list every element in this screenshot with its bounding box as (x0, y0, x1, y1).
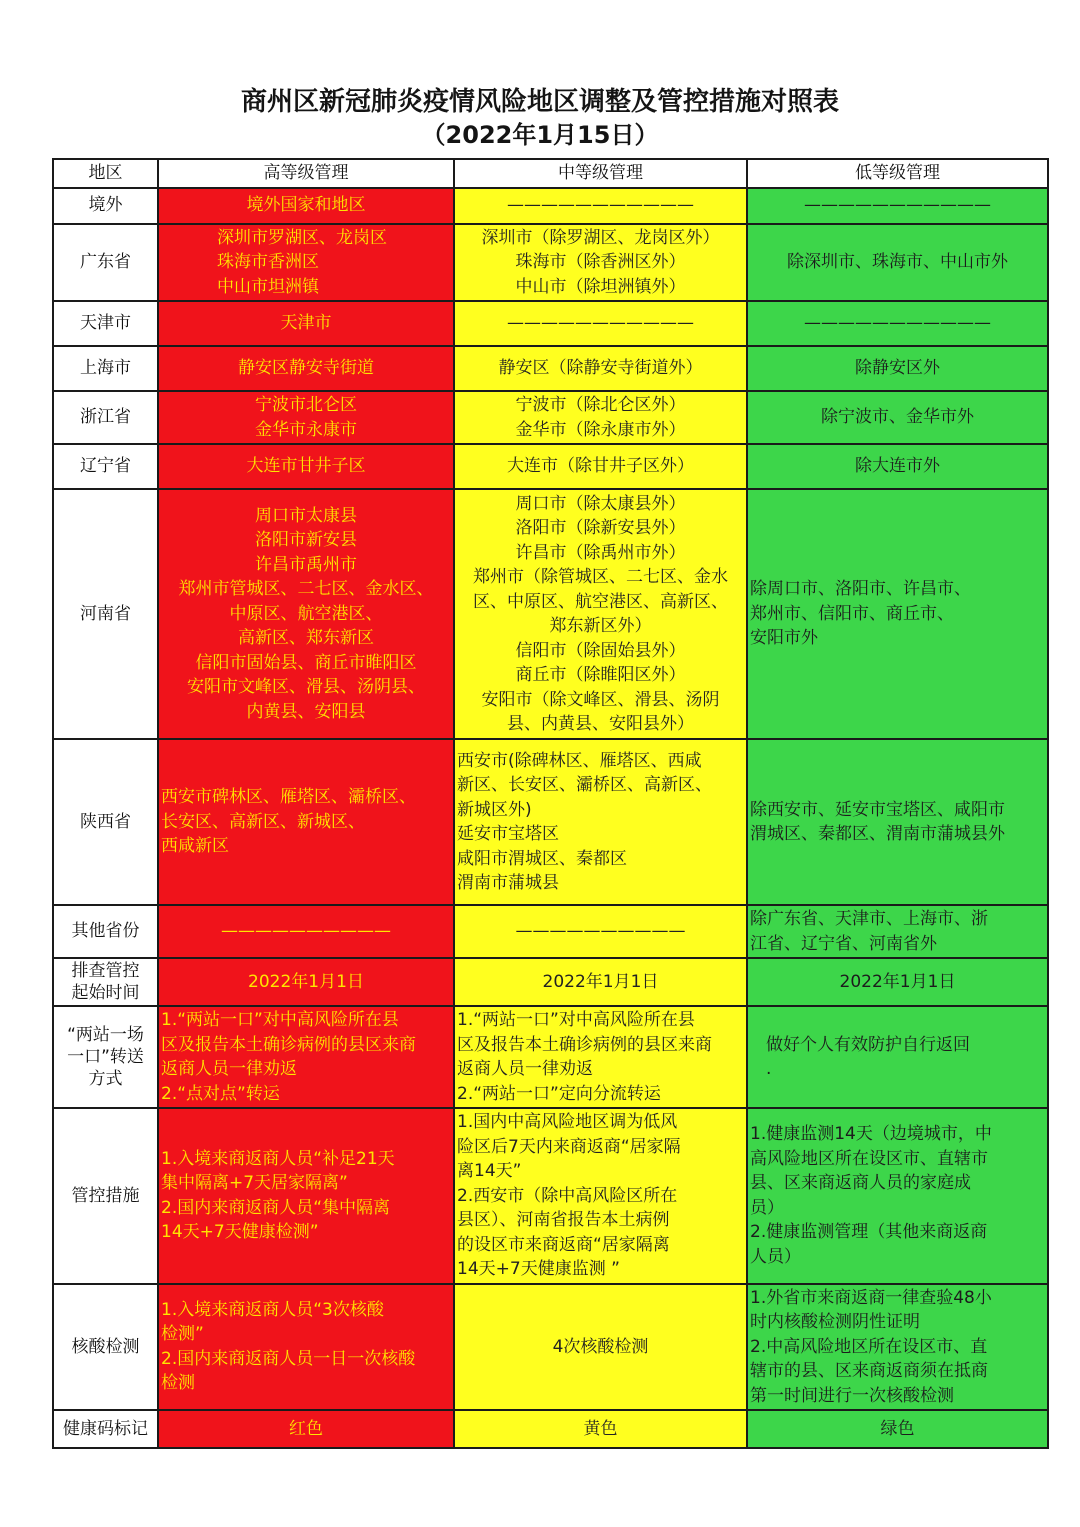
low-level-cell (747, 444, 1048, 489)
cell-line: 区、中原区、航空港区、高新区、 (473, 591, 728, 612)
cell-line: 江省、辽宁省、河南省外 (750, 933, 937, 954)
low-level-cell: 2022年1月1日 (747, 958, 1048, 1006)
cell-line: 金华市（除永康市外） (515, 419, 686, 440)
cell-line: 西安市(除碑林区、雁塔区、西咸 (457, 750, 702, 771)
mid-level-cell (454, 224, 747, 302)
cell-line: 洛阳市（除新安县外） (515, 518, 686, 538)
region-label: 辽宁省 (53, 444, 158, 489)
cell-line: 周口市（除太康县外） (515, 493, 686, 514)
cell-line: 延安市宝塔区 (457, 824, 559, 844)
cell-line: 做好个人有效防护自行返回 (766, 1034, 970, 1055)
cell-line: 宁波市北仑区 (255, 395, 357, 415)
cell-line: 除大连市外 (855, 456, 940, 477)
label-line: “两站一场 (67, 1025, 144, 1045)
test-row (53, 1284, 1048, 1411)
start-time-row (53, 958, 1048, 1006)
cell-line: 大连市（除甘井子区外） (507, 456, 694, 477)
high-level-cell (158, 444, 454, 489)
high-level-cell (158, 1108, 454, 1284)
cell-line: 离14天” (457, 1161, 522, 1181)
mid-level-cell (454, 739, 747, 905)
cell-line: 长安区、高新区、新城区、 (161, 811, 365, 832)
mid-level-cell (454, 391, 747, 444)
high-level-cell (158, 1284, 454, 1411)
header-row (53, 159, 1048, 188)
header-region: 地区 (53, 159, 158, 188)
cell-line: 员） (750, 1197, 784, 1218)
cell-line: 郑州市（除管城区、二七区、金水 (473, 567, 728, 587)
region-row (53, 224, 1048, 302)
high-level-cell (158, 301, 454, 346)
low-level-cell (747, 1006, 1048, 1108)
cell-line: 西咸新区 (161, 836, 229, 857)
cell-line: 天津市 (280, 313, 332, 334)
cell-line: 除西安市、延安市宝塔区、咸阳市 (750, 799, 1005, 820)
low-level-cell (747, 905, 1048, 958)
cell-line: 安阳市外 (750, 628, 818, 649)
row-label (53, 958, 158, 1006)
label-line: 排查管控 (71, 961, 140, 981)
mid-level-cell: 2022年1月1日 (454, 958, 747, 1006)
cell-line: 深圳市罗湖区、龙岗区 (217, 227, 387, 248)
cell-line: 信阳市（除固始县外） (515, 640, 686, 661)
cell-line: ——————————— (804, 195, 991, 216)
high-level-cell (158, 391, 454, 444)
cell-line: ——————————— (507, 195, 694, 216)
region-label: 陕西省 (53, 739, 158, 905)
cell-line: ——————————— (507, 313, 694, 334)
row-label (53, 1006, 158, 1108)
cell-line: 郑州市管城区、二七区、金水区、 (178, 579, 434, 600)
cell-line: 2.“两站一口”定向分流转运 (457, 1083, 661, 1104)
cell-line: 许昌市（除禹州市外） (515, 542, 686, 563)
cell-line: 内黄县、安阳县 (246, 701, 366, 722)
cell-line: 第一时间进行一次核酸检测 (750, 1385, 954, 1406)
cell-line: 2.健康监测管理（其他来商返商 (750, 1222, 988, 1243)
region-row (53, 905, 1048, 958)
cell-line: 除周口市、洛阳市、许昌市、 (750, 579, 971, 600)
high-level-cell: 2022年1月1日 (158, 958, 454, 1006)
transfer-row (53, 1006, 1048, 1108)
cell-line: 除深圳市、珠海市、中山市外 (787, 252, 1008, 272)
cell-line: 许昌市禹州市 (255, 554, 357, 575)
cell-line: 咸阳市渭城区、秦都区 (457, 848, 627, 869)
cell-line: 金华市永康市 (255, 419, 357, 440)
risk-comparison-table (52, 158, 1049, 1449)
cell-line: 集中隔离+7天居家隔离” (161, 1173, 348, 1194)
low-level-cell (747, 1108, 1048, 1284)
low-level-cell (747, 739, 1048, 905)
cell-line: 县、内黄县、安阳县外） (507, 714, 694, 734)
mid-level-cell (454, 346, 747, 391)
cell-line: 珠海市香洲区 (217, 252, 319, 272)
region-row (53, 391, 1048, 444)
cell-line: 险区后7天内来商返商“居家隔 (457, 1136, 681, 1157)
cell-line: 中山市（除坦洲镇外） (515, 276, 686, 297)
header-low: 低等级管理 (747, 159, 1048, 188)
cell-line: 大连市甘井子区 (246, 456, 366, 477)
cell-line: 中原区、航空港区、 (229, 603, 383, 624)
mid-level-cell (454, 1006, 747, 1108)
mid-level-cell (454, 301, 747, 346)
cell-line: 静安区（除静安寺街道外） (498, 358, 703, 379)
cell-line: 珠海市（除香洲区外） (515, 252, 686, 272)
cell-line: 安阳市文峰区、滑县、汤阴县、 (187, 677, 425, 698)
row-label: 管控措施 (53, 1108, 158, 1284)
region-row (53, 739, 1048, 905)
high-level-cell (158, 739, 454, 905)
cell-line: 信阳市固始县、商丘市睢阳区 (195, 652, 417, 673)
cell-line: 除宁波市、金华市外 (821, 407, 974, 428)
region-row (53, 188, 1048, 224)
cell-line: 辖市的县、区来商返商须在抵商 (750, 1361, 988, 1381)
low-level-cell: 绿色 (747, 1410, 1048, 1448)
cell-line: 1.“两站一口”对中高风险所在县 (161, 1010, 399, 1030)
cell-line: 1.入境来商返商人员“补足21天 (161, 1148, 395, 1169)
header-high: 高等级管理 (158, 159, 454, 188)
cell-line: 渭南市蒲城县 (457, 873, 559, 893)
cell-line: 2.西安市（除中高风险区所在 (457, 1185, 678, 1206)
cell-line: 区及报告本土确诊病例的县区来商 (161, 1034, 416, 1055)
region-label: 境外 (53, 188, 158, 224)
cell-line: 14天+7天健康监测 ” (457, 1259, 620, 1279)
region-row (53, 444, 1048, 489)
high-level-cell (158, 224, 454, 302)
cell-line: 郑州市、信阳市、商丘市、 (750, 603, 954, 624)
cell-line: 除广东省、天津市、上海市、浙 (750, 909, 988, 929)
cell-line: 县、区来商返商人员的家庭成 (750, 1173, 971, 1194)
cell-line: 返商人员一律劝返 (161, 1059, 297, 1079)
cell-line: 中山市坦洲镇 (217, 276, 319, 297)
region-row (53, 346, 1048, 391)
cell-line: 14天+7天健康检测” (161, 1222, 319, 1243)
region-row (53, 301, 1048, 346)
cell-line: 4次核酸检测 (552, 1336, 649, 1357)
mid-level-cell (454, 905, 747, 958)
cell-line: —————————— (515, 921, 686, 942)
cell-line: 时内核酸检测阴性证明 (750, 1312, 920, 1332)
low-level-cell (747, 346, 1048, 391)
mid-level-cell (454, 188, 747, 224)
label-line: 方式 (88, 1069, 123, 1089)
cell-line: 静安区静安寺街道 (238, 358, 374, 379)
cell-line: 西安市碑林区、雁塔区、灞桥区、 (161, 787, 416, 808)
header-mid: 中等级管理 (454, 159, 747, 188)
mid-level-cell (454, 1108, 747, 1284)
mid-level-cell (454, 1284, 747, 1411)
document-title: 商州区新冠肺炎疫情风险地区调整及管控措施对照表 (240, 87, 839, 117)
high-level-cell (158, 1006, 454, 1108)
cell-line: 1.“两站一口”对中高风险所在县 (457, 1010, 695, 1030)
cell-line: 区及报告本土确诊病例的县区来商 (457, 1034, 712, 1055)
cell-line: 周口市太康县 (255, 505, 357, 526)
cell-line: . (766, 1059, 772, 1079)
region-label: 天津市 (53, 301, 158, 346)
cell-line: 返商人员一律劝返 (457, 1059, 593, 1079)
cell-line: 2.“点对点”转运 (161, 1083, 280, 1104)
region-label: 浙江省 (53, 391, 158, 444)
control-row (53, 1108, 1048, 1284)
cell-line: 渭城区、秦都区、渭南市蒲城县外 (750, 824, 1005, 844)
cell-line: 2.国内来商返商人员“集中隔离 (161, 1197, 391, 1218)
cell-line: 商丘市（除睢阳区外） (515, 665, 686, 685)
cell-line: 的设区市来商返商“居家隔离 (457, 1234, 670, 1255)
cell-line: 郑东新区外） (549, 616, 652, 636)
cell-line: 县区）、河南省报告本土病例 (457, 1210, 670, 1230)
row-label: 健康码标记 (53, 1410, 158, 1448)
cell-line: 深圳市（除罗湖区、龙岗区外） (481, 227, 720, 248)
cell-line: 1.外省市来商返商一律查验48小 (750, 1287, 992, 1308)
low-level-cell (747, 301, 1048, 346)
document-date: （2022年1月15日） (421, 121, 659, 149)
mid-level-cell: 黄色 (454, 1410, 747, 1448)
cell-line: 高新区、郑东新区 (238, 628, 374, 649)
high-level-cell (158, 346, 454, 391)
cell-line: 检测” (161, 1324, 204, 1345)
high-level-cell (158, 188, 454, 224)
mid-level-cell (454, 444, 747, 489)
mid-level-cell (454, 489, 747, 739)
cell-line: 洛阳市新安县 (255, 530, 357, 551)
cell-line: 境外国家和地区 (246, 195, 366, 216)
region-label: 广东省 (53, 224, 158, 302)
cell-line: 1.入境来商返商人员“3次核酸 (161, 1299, 384, 1320)
cell-line: 2.国内来商返商人员一日一次核酸 (161, 1348, 416, 1369)
high-level-cell (158, 905, 454, 958)
cell-line: 人员） (750, 1246, 801, 1267)
cell-line: 安阳市（除文峰区、滑县、汤阴 (481, 689, 720, 710)
cell-line: —————————— (221, 921, 391, 942)
cell-line: ——————————— (804, 313, 991, 334)
low-level-cell (747, 391, 1048, 444)
low-level-cell (747, 1284, 1048, 1411)
row-label: 核酸检测 (53, 1284, 158, 1411)
low-level-cell (747, 224, 1048, 302)
cell-line: 1.健康监测14天（边境城市，中 (750, 1124, 992, 1145)
region-label: 上海市 (53, 346, 158, 391)
low-level-cell (747, 188, 1048, 224)
high-level-cell (158, 489, 454, 739)
cell-line: 检测 (161, 1373, 195, 1394)
cell-line: 新城区外) (457, 799, 532, 820)
label-line: 一口”转送 (67, 1047, 144, 1067)
region-label: 其他省份 (53, 905, 158, 958)
label-line: 起始时间 (71, 983, 140, 1003)
cell-line: 除静安区外 (855, 358, 940, 379)
region-label: 河南省 (53, 489, 158, 739)
region-row (53, 489, 1048, 739)
low-level-cell (747, 489, 1048, 739)
cell-line: 2.中高风险地区所在设区市、直 (750, 1336, 988, 1357)
cell-line: 高风险地区所在设区市、直辖市 (750, 1148, 988, 1169)
high-level-cell: 红色 (158, 1410, 454, 1448)
health-code-row (53, 1410, 1048, 1448)
cell-line: 1.国内中高风险地区调为低风 (457, 1112, 678, 1132)
cell-line: 新区、长安区、灞桥区、高新区、 (457, 775, 712, 795)
cell-line: 宁波市（除北仑区外） (515, 395, 686, 415)
